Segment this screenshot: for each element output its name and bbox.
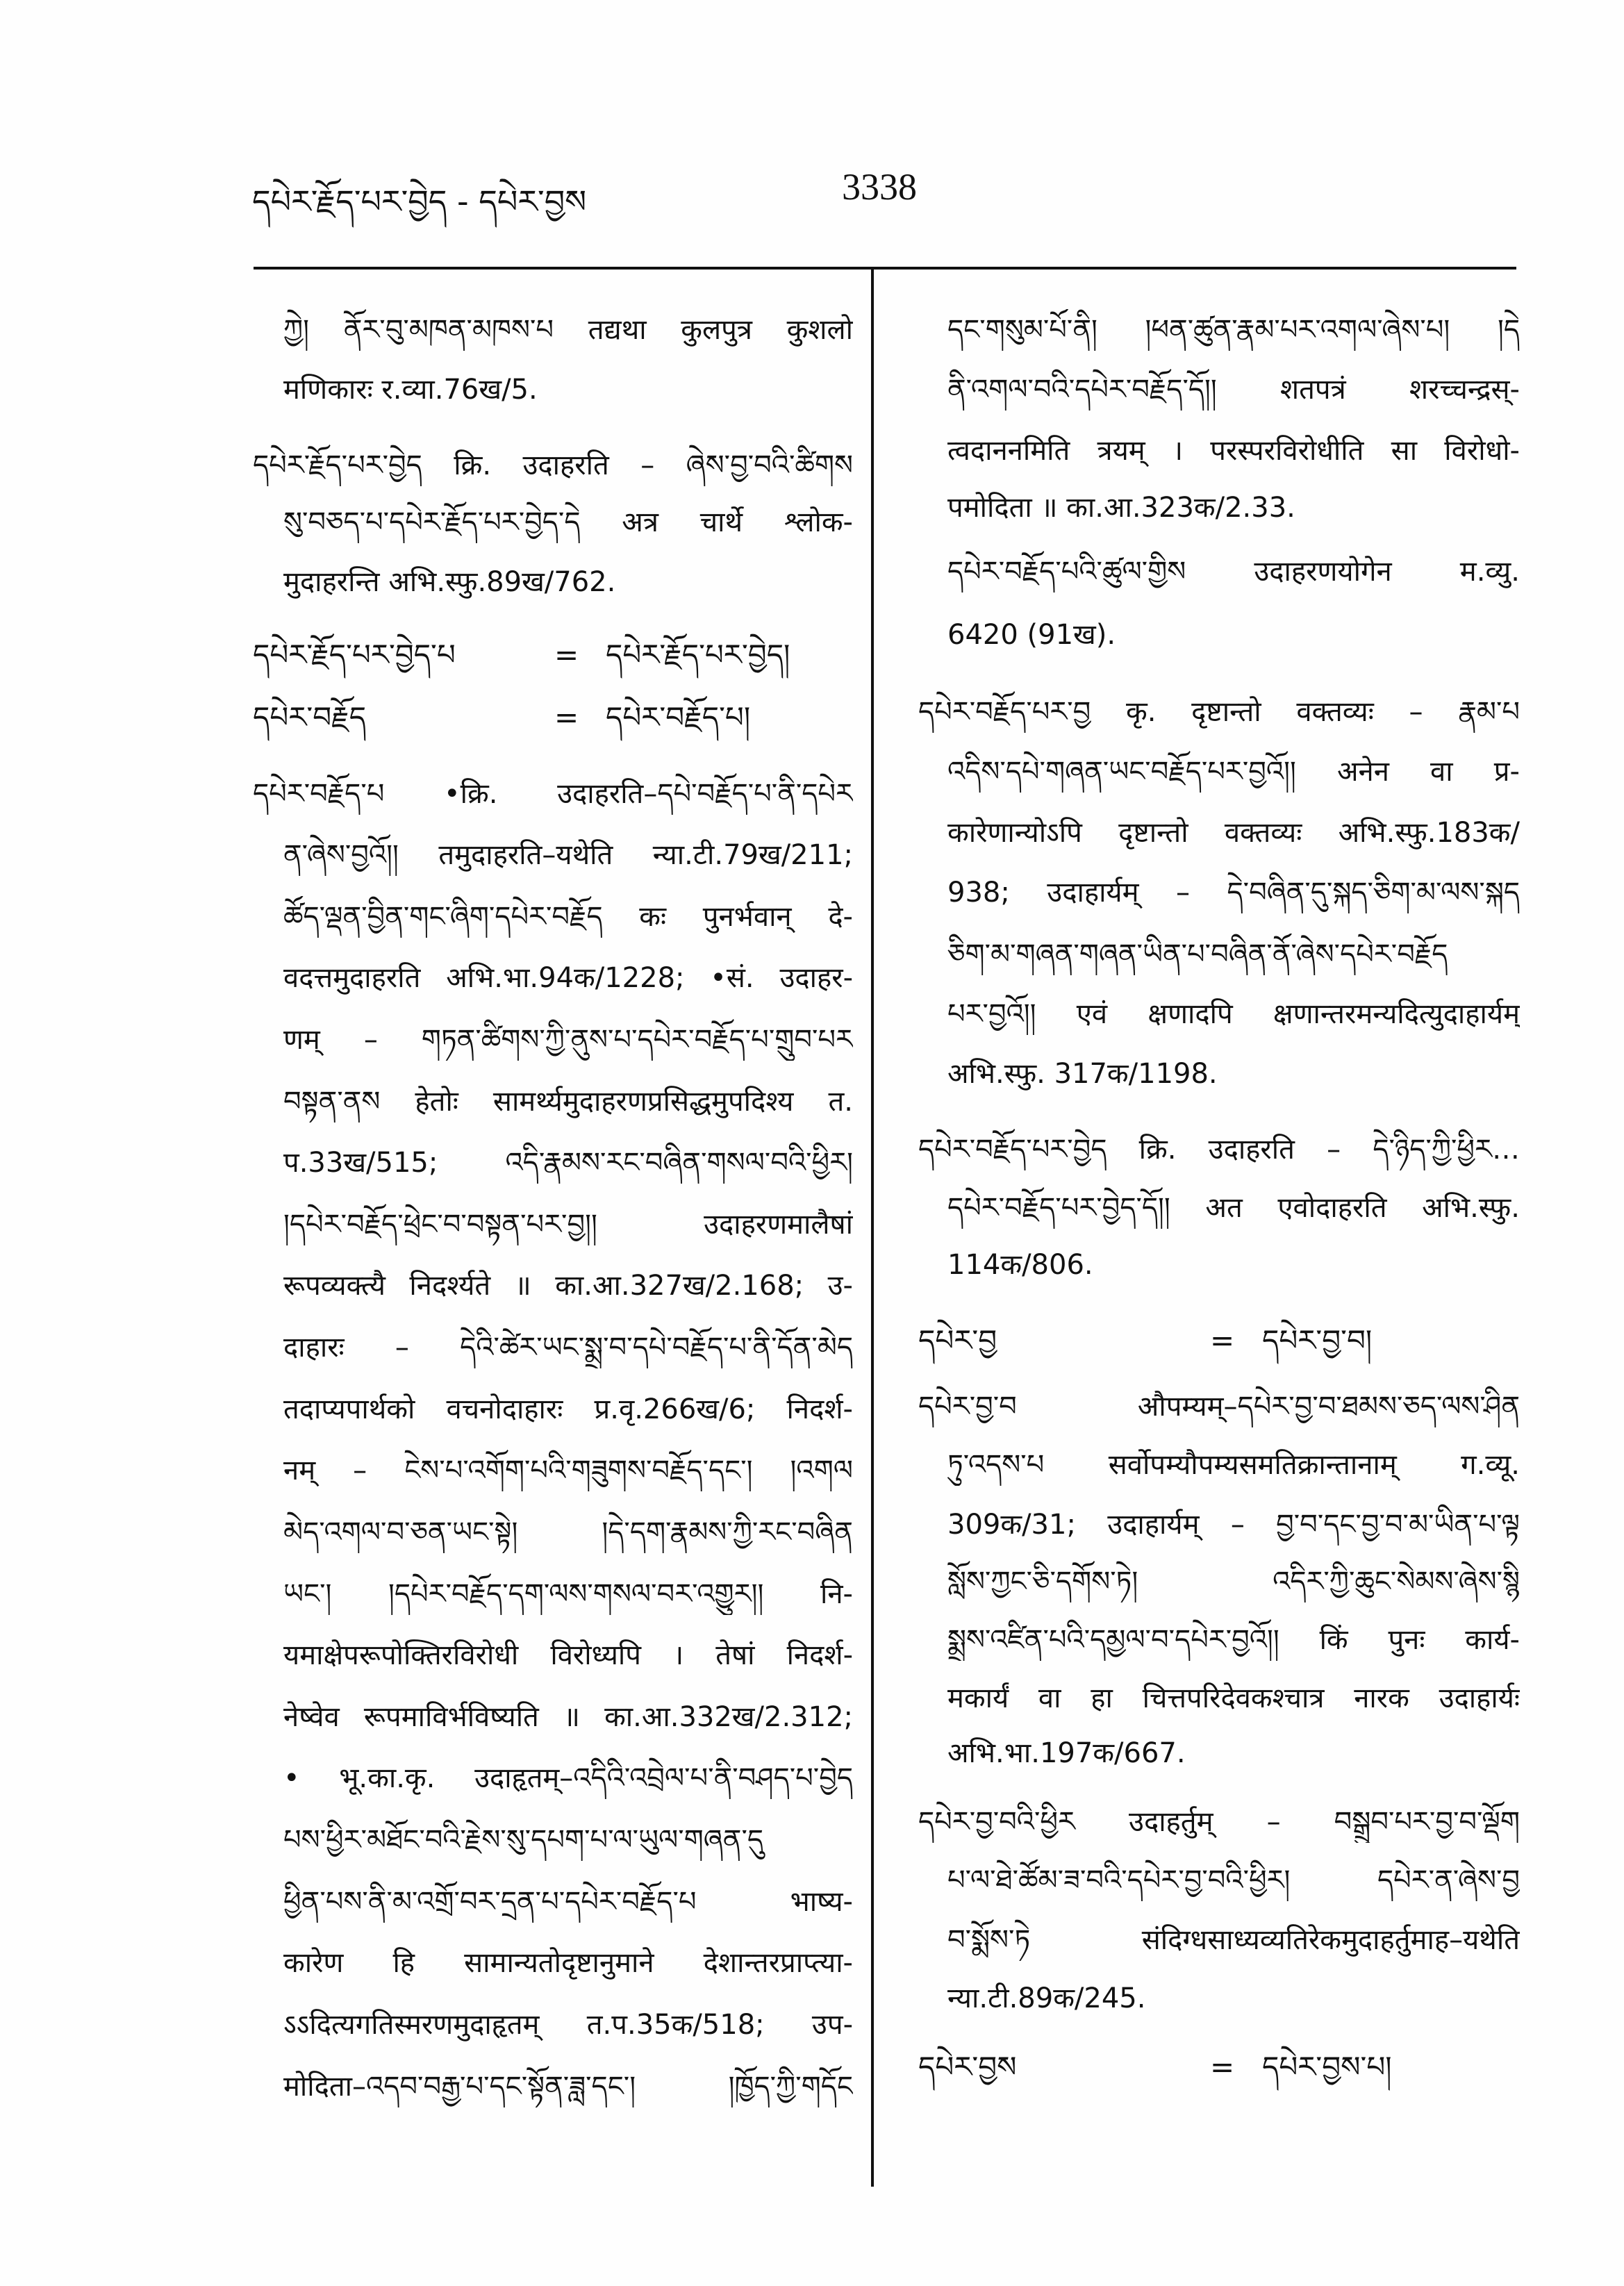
entry-text-line: नम् – ངེས་པ་འགོག་པའི་གཟུགས་བརྗོད་དང་། །འགལ <box>283 1455 853 1486</box>
entry-text-line: ཚོད་ལྡན་བྱིན་གང་ཞིག་དཔེར་བརྗོད कः पुनर्भवान् दे- <box>283 901 853 933</box>
entry-headword-line: དཔེར་བྱ་བ औपम्यम्–དཔེར་བྱ་བ་ཐམས་ཅད་ལས་ཤིན <box>918 1391 1520 1423</box>
entry-headword-line: དཔེར་རྗོད་པར་བྱེད क्रि. उदाहरति – ཞེས་བྱ་བའི་ཚིགས <box>253 449 853 481</box>
headword: དཔེར་བྱ <box>918 1323 997 1357</box>
entry-text-line: ཀྱེ། ནོར་བུ་མཁན་མཁས་པ तद्यथा कुलपुत्र कुशलो <box>283 314 853 346</box>
cross-reference-target: དཔེར་བྱས་པ། <box>1262 2050 1392 2084</box>
entry-text-line: སློས་ཀྱང་ཅི་དགོས་ཏེ། འདིར་ཀྱི་ཆུང་སེམས་ཞེས་སྙི <box>947 1566 1520 1598</box>
entry-text-line: དཔེར་བརྗོད་པར་བྱེད་དོ།། अत एवोदाहरति अभि.स्फु. <box>947 1192 1520 1224</box>
header-rule <box>254 267 1516 270</box>
headword: དཔེར་བརྗོད <box>253 700 367 734</box>
entry-text-line: नेष्वेव रूपमाविर्भविष्यति ॥ का.आ.332ख/2.312; <box>283 1701 853 1733</box>
cross-reference-target: དཔེར་བྱ་བ། <box>1262 1323 1373 1357</box>
page-number: 3338 <box>842 166 917 208</box>
column-divider <box>871 270 874 2187</box>
entry-text-line: मकार्यं वा हा चित्तपरिदेवकश्चात्र नारक उदाहार्यः <box>947 1682 1520 1714</box>
entry-text-line: 114क/806. <box>947 1249 1093 1281</box>
headword: དཔེར་རྗོད་པར་བྱེད་པ <box>253 638 456 672</box>
entry-text-line: ཡང་། །དཔེར་བརྗོད་དག་ལས་གསལ་བར་འགྱུར།། नि- <box>283 1578 853 1610</box>
entry-text-line: मणिकारः र.व्या.76ख/5. <box>283 374 538 406</box>
entry-text-line: • भू.का.कृ. उदाहृतम्–འདིའི་འབྲེལ་པ་ནི་བཤད་པ་བྱེད <box>283 1762 853 1794</box>
entry-text-line: न्या.टी.89क/245. <box>947 1982 1146 2014</box>
entry-text-line: སུ་བཅད་པ་དཔེར་རྗོད་པར་བྱེད་དེ अत्र चार्थे श्लोक- <box>283 506 853 538</box>
equals-sign: = <box>554 638 579 672</box>
entry-text-line: अभि.स्फु. 317क/1198. <box>947 1058 1218 1090</box>
entry-text-line: །དཔེར་བརྗོད་ཕྲེང་བ་བསྟན་པར་བྱ།། उदाहरणमालैषां <box>283 1209 853 1241</box>
entry-text-line: ན་ཞེས་བྱའོ།། तमुदाहरति–यथेति न्या.टी.79ख/211; <box>283 839 853 871</box>
entry-headword-line: དཔེར་བརྗོད་པར་བྱེད क्रि. उदाहरति – དེ་ཉིད་ཀྱི་ཕྱིར… <box>918 1134 1520 1166</box>
entry-text-line: कारेणान्योऽपि दृष्टान्तो वक्तव्यः अभि.स्फु.183क/ <box>947 817 1520 849</box>
headword: དཔེར་བྱས <box>918 2050 1017 2084</box>
cross-reference-target: དཔེར་བརྗོད་པ། <box>606 700 751 734</box>
entry-headword-line: དཔེར་བྱ་བའི་ཕྱིར उदाहर्तुम् – བསྒྲུབ་པར་བྱ་བ་ལྡོག <box>918 1806 1520 1838</box>
entry-text-line: 938; उदाहार्यम् – དེ་བཞིན་དུ་སྐད་ཅིག་མ་ལས་སྐད <box>947 877 1520 909</box>
entry-headword-line: དཔེར་བརྗོད་པར་བྱ कृ. दृष्टान्तो वक्तव्यः – རྣམ་པ <box>918 696 1520 728</box>
entry-text-line: ཅིག་མ་གཞན་གཞན་ཡིན་པ་བཞིན་ནོ་ཞེས་དཔེར་བརྗོད <box>947 938 1448 970</box>
entry-text-line: वदत्तमुदाहरति अभि.भा.94क/1228; •सं. उदाहर- <box>283 962 853 994</box>
entry-text-line: དང་གསུམ་པོ་ནི། །ཕན་ཚུན་རྣམ་པར་འགལ་ཞེས་པ། །དེ <box>947 314 1520 346</box>
entry-text-line: दाहारः – དེའི་ཚེར་ཡང་སྨྲ་བ་དཔེ་བརྗོད་པ་ནི་དོན་མེད <box>283 1332 853 1364</box>
entry-text-line: པ་ལ་ཐེ་ཚོམ་ཟ་བའི་དཔེར་བྱ་བའི་ཕྱིར། དཔེར་ན་ཞེས་བྱ <box>947 1864 1520 1896</box>
entry-text-line: ऽऽदित्यगतिस्मरणमुदाहृतम् त.प.35क/518; उप- <box>283 2009 853 2041</box>
entry-text-line: ནི་འགལ་བའི་དཔེར་བརྗོད་དོ།། शतपत्रं शरच्चन्द्रस्- <box>947 374 1520 406</box>
entry-text-line: अभि.भा.197क/667. <box>947 1737 1186 1769</box>
entry-text-line: 6420 (91ख). <box>947 619 1116 651</box>
cross-reference-entry <box>918 2046 1520 2088</box>
entry-text-line: त्वदाननमिति त्रयम् । परस्परविरोधीति सा विरोधो- <box>947 435 1520 467</box>
equals-sign: = <box>554 700 579 734</box>
cross-reference-entry <box>918 1320 1520 1361</box>
entry-text-line: ཏུ་འདས་པ सर्वोपम्यौपम्यसमतिक्रान्तानाम् ग.व्यू. <box>947 1449 1520 1481</box>
entry-text-line: ཕྱིན་པས་ནི་མ་འགྲོ་བར་དྲན་པ་དཔེར་བརྗོད་པ भाष्य- <box>283 1886 853 1918</box>
entry-text-line: मोदिता–འདབ་བརྒྱ་པ་དང་སྟོན་ཟླ་དང་། །ཁྱོད་ཀྱི་གདོང <box>283 2071 853 2103</box>
cross-reference-entry <box>253 697 853 738</box>
entry-text-line: पमोदिता ॥ का.आ.323क/2.33. <box>947 492 1295 524</box>
cross-reference-target: དཔེར་རྗོད་པར་བྱེད། <box>606 638 790 672</box>
entry-text-line: मुदाहरन्ति अभि.स्फु.89ख/762. <box>283 566 616 598</box>
entry-text-line: འདིས་དཔེ་གཞན་ཡང་བརྗོད་པར་བྱའོ།། अनेन वा प्र- <box>947 756 1520 788</box>
entry-text-line: प.33ख/515; འདི་རྣམས་རང་བཞིན་གསལ་བའི་ཕྱིར། <box>283 1147 853 1179</box>
entry-text-line: སྨྲས་འཛིན་པའི་དམྱལ་བ་དཔེར་བྱའོ།། किं पुनः कार्य- <box>947 1624 1520 1656</box>
entry-text-line: པས་ཕྱིར་མཐོང་བའི་རྗེས་སུ་དཔག་པ་ལ་ཡུལ་གཞན་དུ <box>283 1824 764 1856</box>
entry-text-line: བ་སྨོས་ཏེ संदिग्धसाध्यव्यतिरेकमुदाहर्तुमाह–यथेति <box>947 1924 1520 1956</box>
entry-text-line: णम् – གཏན་ཚིགས་ཀྱི་ནུས་པ་དཔེར་བརྗོད་པ་གྲུབ་པར <box>283 1024 853 1056</box>
entry-text-line: यमाक्षेपरूपोक्तिरविरोधी विरोध्यपि । तेषां निदर्श- <box>283 1639 853 1671</box>
entry-text-line: པར་བྱའོ།། एवं क्षणादपि क्षणान्तरमन्यदित्युदाहार्यम् <box>947 998 1520 1030</box>
entry-text-line: 309क/31; उदाहार्यम् – བྱ་བ་དང་བྱ་བ་མ་ཡིན་པ་ལྟ <box>947 1509 1520 1541</box>
entry-text-line: མེད་འགལ་བ་ཅན་ཡང་སྟེ། །དེ་དག་རྣམས་ཀྱི་རང་བཞིན <box>283 1516 853 1548</box>
entry-headword-line: དཔེར་བརྗོད་པ •क्रि. उदाहरति–དཔེ་བརྗོད་པ་ནི་དཔེར <box>253 778 853 810</box>
equals-sign: = <box>1210 2050 1235 2084</box>
cross-reference-entry <box>253 634 853 676</box>
entry-text-line: तदाप्यपार्थको वचनोदाहारः प्र.वृ.266ख/6; निदर्श- <box>283 1393 853 1425</box>
entry-text-line: དཔེར་བརྗོད་པའི་ཚུལ་གྱིས उदाहरणयोगेन म.व्यु. <box>947 556 1520 588</box>
entry-text-line: བསྟན་ནས हेतोः सामर्थ्यमुदाहरणप्रसिद्धमुपदिश्य त. <box>283 1086 853 1118</box>
entry-text-line: रूपव्यक्त्यै निदर्श्यते ॥ का.आ.327ख/2.168; उ- <box>283 1270 853 1302</box>
header-entry-range: དཔེར་རྗོད་པར་བྱེད - དཔེར་བྱས <box>252 183 587 220</box>
entry-text-line: कारेण हि सामान्यतोदृष्टानुमाने देशान्तरप्राप्त्या- <box>283 1947 853 1979</box>
equals-sign: = <box>1210 1323 1235 1357</box>
